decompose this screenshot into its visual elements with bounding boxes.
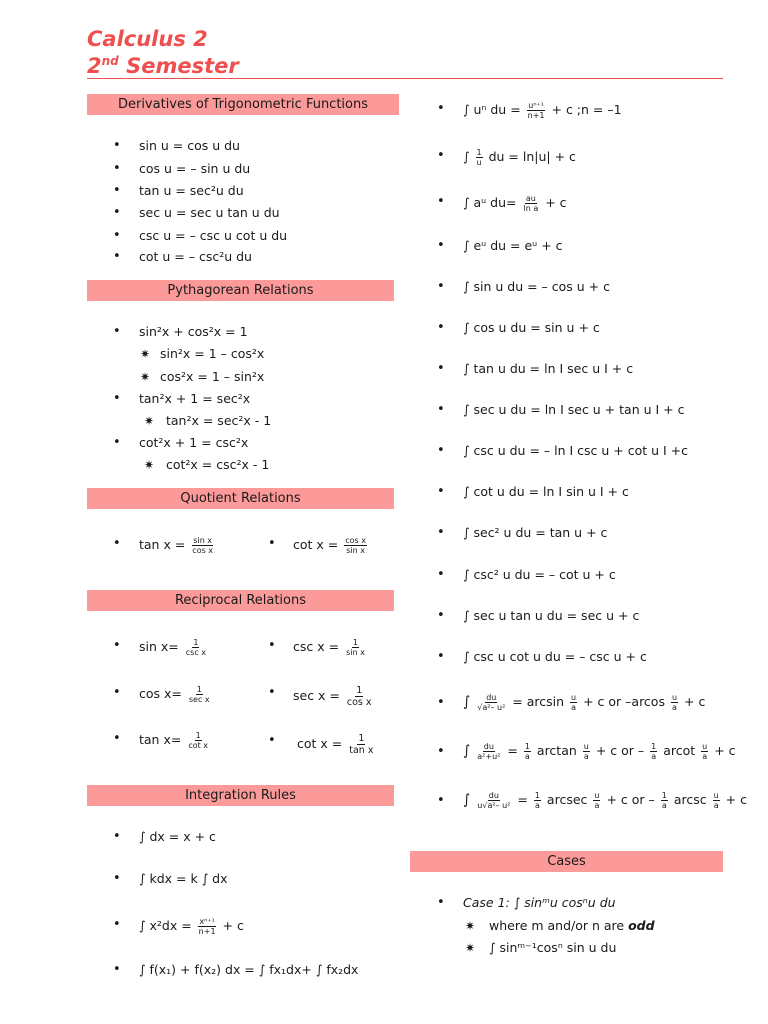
deriv-sec: sec u = sec u tan u du	[139, 205, 280, 220]
bullet: •	[113, 871, 121, 886]
bullet: •	[437, 194, 445, 209]
int-csc-squared: ∫ csc² u du = – cot u + c	[463, 567, 616, 582]
pyth-1a: sin²x = 1 – cos²x	[160, 346, 265, 361]
int-power: ∫ uⁿ du = $\frac{\text{uⁿ⁺¹}}{n+1}$ + c ;n = –1	[463, 101, 622, 120]
pyth-2: tan²x + 1 = sec²x	[139, 391, 251, 406]
bullet: •	[113, 249, 121, 264]
bullet: •	[437, 148, 445, 163]
deriv-tan: tan u = sec²u du	[139, 183, 244, 198]
bullet: •	[437, 361, 445, 376]
bullet: •	[113, 917, 121, 932]
int-exponential-a: ∫ aᵘ du= $\frac{au}{\text{ln a}}$ + c	[463, 194, 567, 213]
int-sin: ∫ sin u du = – cos u + c	[463, 279, 610, 294]
int-exponential-e: ∫ eᵘ du = eᵘ + c	[463, 238, 563, 253]
bullet: •	[437, 279, 445, 294]
int-arctan: ∫ $\frac{du}{\text{a²+u²}}$ = $\frac{1}{a}$ arctan $\frac{u}{a}$ + c or – $\frac{1}{a}$ arcot $\frac{u}{a}$ + c	[463, 742, 736, 761]
title-line1: Calculus 2	[87, 27, 208, 51]
quotient-tan: tan x = $\frac{\text{sin x}}{\text{cos x}}$	[139, 536, 214, 555]
page-title	[87, 28, 239, 77]
title-line2: 2nd Semester	[87, 54, 239, 78]
bullet: •	[437, 101, 445, 116]
bullet: •	[437, 320, 445, 335]
bullet: •	[113, 536, 121, 551]
bullet: •	[268, 638, 276, 653]
recip-tan: tan x= $\frac{1}{\text{cot x}}$	[139, 731, 209, 750]
bullet: •	[437, 744, 445, 759]
bullet: •	[113, 829, 121, 844]
header-pythagorean: Pythagorean Relations	[87, 280, 394, 301]
case-1: Case 1: ∫ sinᵐu cosⁿu du	[463, 895, 616, 910]
bullet: •	[437, 695, 445, 710]
recip-sin: sin x= $\frac{1}{\text{csc x}}$	[139, 638, 206, 657]
bullet: •	[113, 228, 121, 243]
int-arcsin: ∫ $\frac{du}{\text{√a²– u²}}$ = arcsin $\frac{u}{a}$ + c or –arcos $\frac{u}{a}$ + c	[463, 693, 706, 712]
bullet: •	[113, 638, 121, 653]
bullet: •	[437, 525, 445, 540]
recip-cos: cos x= $\frac{1}{\text{sec x}}$	[139, 685, 210, 704]
bullet: •	[437, 567, 445, 582]
deriv-cot: cot u = – csc²u du	[139, 249, 252, 264]
bullet: •	[113, 161, 121, 176]
int-sec-squared: ∫ sec² u du = tan u + c	[463, 525, 608, 540]
int-rule-1: ∫ dx = x + c	[139, 829, 216, 844]
bullet: •	[113, 731, 121, 746]
bullet: •	[437, 793, 445, 808]
bullet: •	[268, 685, 276, 700]
pyth-2a: tan²x = sec²x - 1	[166, 413, 272, 428]
deriv-cos: cos u = – sin u du	[139, 161, 251, 176]
bullet: •	[113, 205, 121, 220]
int-tan: ∫ tan u du = ln I sec u I + c	[463, 361, 634, 376]
bullet: •	[113, 685, 121, 700]
int-sec-tan: ∫ sec u tan u du = sec u + c	[463, 608, 640, 623]
bullet: •	[113, 183, 121, 198]
bullet: •	[268, 536, 276, 551]
recip-csc: csc x = $\frac{1}{\text{sin x}}$	[293, 638, 365, 657]
star-bullet-icon: ✷	[144, 414, 155, 428]
pyth-1b: cos²x = 1 – sin²x	[160, 369, 265, 384]
bullet: •	[437, 608, 445, 623]
int-cot: ∫ cot u du = ln I sin u I + c	[463, 484, 629, 499]
int-rule-2: ∫ kdx = k ∫ dx	[139, 871, 228, 886]
case-1-formula: ∫ sinᵐ⁻¹cosⁿ sin u du	[489, 940, 617, 955]
pyth-1: sin²x + cos²x = 1	[139, 324, 248, 339]
star-bullet-icon: ✷	[144, 458, 155, 472]
int-csc-cot: ∫ csc u cot u du = – csc u + c	[463, 649, 647, 664]
bullet: •	[113, 138, 121, 153]
quotient-cot: cot x = $\frac{\text{cos x}}{\text{sin x}}$	[293, 536, 366, 555]
deriv-sin: sin u = cos u du	[139, 138, 240, 153]
header-reciprocal: Reciprocal Relations	[87, 590, 394, 611]
bullet: •	[113, 391, 121, 406]
bullet: •	[113, 435, 121, 450]
header-integration: Integration Rules	[87, 785, 394, 806]
int-cos: ∫ cos u du = sin u + c	[463, 320, 600, 335]
star-bullet-icon: ✷	[140, 370, 151, 384]
deriv-csc: csc u = – csc u cot u du	[139, 228, 288, 243]
int-csc: ∫ csc u du = – ln I csc u + cot u I +c	[463, 443, 689, 458]
bullet: •	[437, 649, 445, 664]
title-rule	[87, 78, 723, 79]
star-bullet-icon: ✷	[465, 919, 476, 933]
int-sec: ∫ sec u du = ln I sec u + tan u I + c	[463, 402, 685, 417]
header-derivatives: Derivatives of Trigonometric Functions	[87, 94, 399, 115]
int-reciprocal: ∫ $\frac{1}{u}$ du = ln|u| + c	[463, 148, 576, 167]
header-cases: Cases	[410, 851, 723, 872]
bullet: •	[113, 962, 121, 977]
bullet: •	[437, 238, 445, 253]
bullet: •	[268, 733, 276, 748]
header-quotient: Quotient Relations	[87, 488, 394, 509]
recip-sec: sec x = $\frac{1}{\text{cos x}}$	[293, 685, 372, 708]
bullet: •	[437, 484, 445, 499]
bullet: •	[437, 402, 445, 417]
int-arcsec: ∫ $\frac{du}{\text{u√a²– u²}}$ = $\frac{1}{a}$ arcsec $\frac{u}{a}$ + c or – $\frac{1}{a}$ arcsc $\frac{u}{a}$ + c	[463, 791, 747, 810]
int-rule-4: ∫ f(x₁) + f(x₂) dx = ∫ fx₁dx+ ∫ fx₂dx	[139, 962, 359, 977]
bullet: •	[437, 443, 445, 458]
case-1-condition: where m and/or n are odd	[489, 918, 655, 933]
star-bullet-icon: ✷	[465, 941, 476, 955]
bullet: •	[113, 324, 121, 339]
pyth-3a: cot²x = csc²x - 1	[166, 457, 270, 472]
recip-cot: cot x = $\frac{1}{\text{tan x}}$	[297, 733, 374, 756]
int-rule-3: ∫ x²dx = $\frac{\text{xⁿ⁺¹}}{n+1}$ + c	[139, 917, 244, 936]
star-bullet-icon: ✷	[140, 347, 151, 361]
pyth-3: cot²x + 1 = csc²x	[139, 435, 249, 450]
bullet: •	[437, 895, 445, 910]
